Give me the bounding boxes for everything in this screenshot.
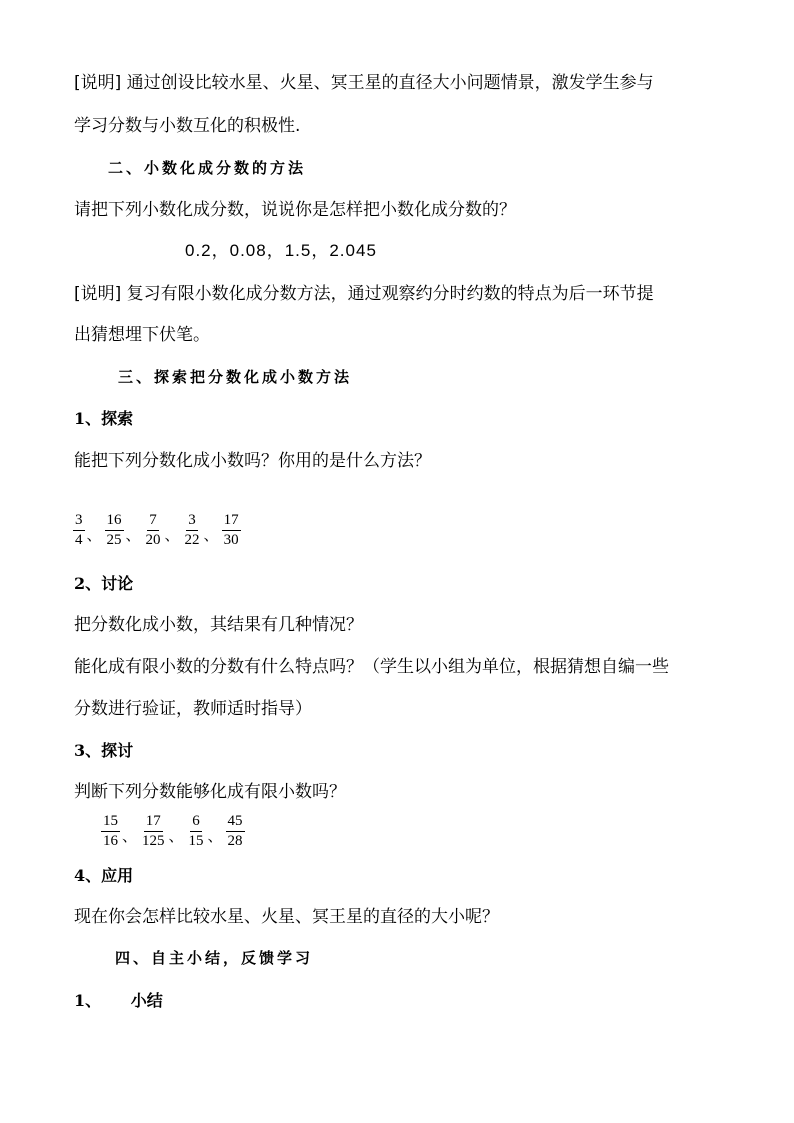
fraction <box>226 813 245 850</box>
fraction-separator: 、 <box>164 526 180 544</box>
fraction-numerator: 17 <box>222 512 241 531</box>
fraction-denominator: 20 <box>145 532 161 548</box>
fraction <box>73 512 85 549</box>
question-judge-fractions: 判断下列分数能够化成有限小数吗？ <box>74 782 346 802</box>
fraction <box>101 813 120 850</box>
fraction-numerator: 7 <box>147 512 159 531</box>
question-result-cases: 把分数化成小数，其结果有几种情况？ <box>74 615 363 635</box>
note-2-line-1: [说明] 复习有限小数化成分数方法，通过观察约分时约数的特点为后一环节提 <box>74 284 654 304</box>
step-1-title: 1、探索 <box>74 409 134 428</box>
fraction-numerator: 3 <box>186 512 198 531</box>
sub-item-1-number: 1、 <box>74 991 102 1010</box>
fraction <box>222 512 241 549</box>
section-4-title: 四、自主小结，反馈学习 <box>115 949 314 967</box>
fraction-separator: 、 <box>203 526 219 544</box>
question-compare-diameters: 现在你会怎样比较水星、火星、冥王星的直径的大小呢？ <box>74 907 499 927</box>
decimal-list: 0.2，0.08，1.5，2.045 <box>185 241 377 260</box>
note-2-line-2: 出猜想埋下伏笔。 <box>74 325 210 345</box>
fraction-numerator: 45 <box>226 813 245 832</box>
section-2-title: 二、小数化成分数的方法 <box>108 159 307 177</box>
fraction-separator: 、 <box>86 526 102 544</box>
note-1-line-1: [说明] 通过创设比较水星、火星、冥王星的直径大小问题情景，激发学生参与 <box>74 73 654 93</box>
fraction-denominator: 15 <box>188 833 204 849</box>
fraction-denominator: 125 <box>142 833 165 849</box>
sub-item-1 <box>74 990 163 1012</box>
fraction <box>144 512 163 549</box>
fraction-separator: 、 <box>168 827 184 845</box>
fraction-row-1 <box>72 512 242 549</box>
fraction-numerator: 6 <box>190 813 202 832</box>
fraction <box>140 813 167 850</box>
fraction-separator: 、 <box>122 827 138 845</box>
fraction-numerator: 17 <box>144 813 163 832</box>
fraction-separator: 、 <box>125 526 141 544</box>
question-features-line-1: 能化成有限小数的分数有什么特点吗？（学生以小组为单位，根据猜想自编一些 <box>74 657 669 677</box>
fraction-denominator: 22 <box>184 532 200 548</box>
fraction-numerator: 3 <box>73 512 85 531</box>
fraction <box>183 512 202 549</box>
fraction-denominator: 16 <box>103 833 118 849</box>
fraction-denominator: 30 <box>223 532 239 548</box>
fraction <box>187 813 206 850</box>
note-1-line-2: 学习分数与小数互化的积极性. <box>74 116 301 136</box>
fraction-row-2 <box>100 813 246 850</box>
step-3-title: 3、探讨 <box>74 741 134 760</box>
question-convert-fractions: 能把下列分数化成小数吗？你用的是什么方法？ <box>74 451 431 471</box>
step-4-title: 4、应用 <box>74 866 134 885</box>
step-2-title: 2、讨论 <box>74 574 134 593</box>
fraction-denominator: 4 <box>75 532 83 548</box>
section-3-title: 三、探索把分数化成小数方法 <box>118 368 353 386</box>
fraction-numerator: 16 <box>105 512 124 531</box>
fraction-numerator: 15 <box>101 813 120 832</box>
question-features-line-2: 分数进行验证，教师适时指导） <box>74 699 312 719</box>
fraction-denominator: 25 <box>106 532 122 548</box>
fraction <box>105 512 124 549</box>
sub-item-1-title: 小结 <box>130 991 163 1010</box>
question-convert-decimals: 请把下列小数化成分数，说说你是怎样把小数化成分数的？ <box>74 200 516 220</box>
fraction-denominator: 28 <box>227 833 243 849</box>
fraction-separator: 、 <box>207 827 223 845</box>
